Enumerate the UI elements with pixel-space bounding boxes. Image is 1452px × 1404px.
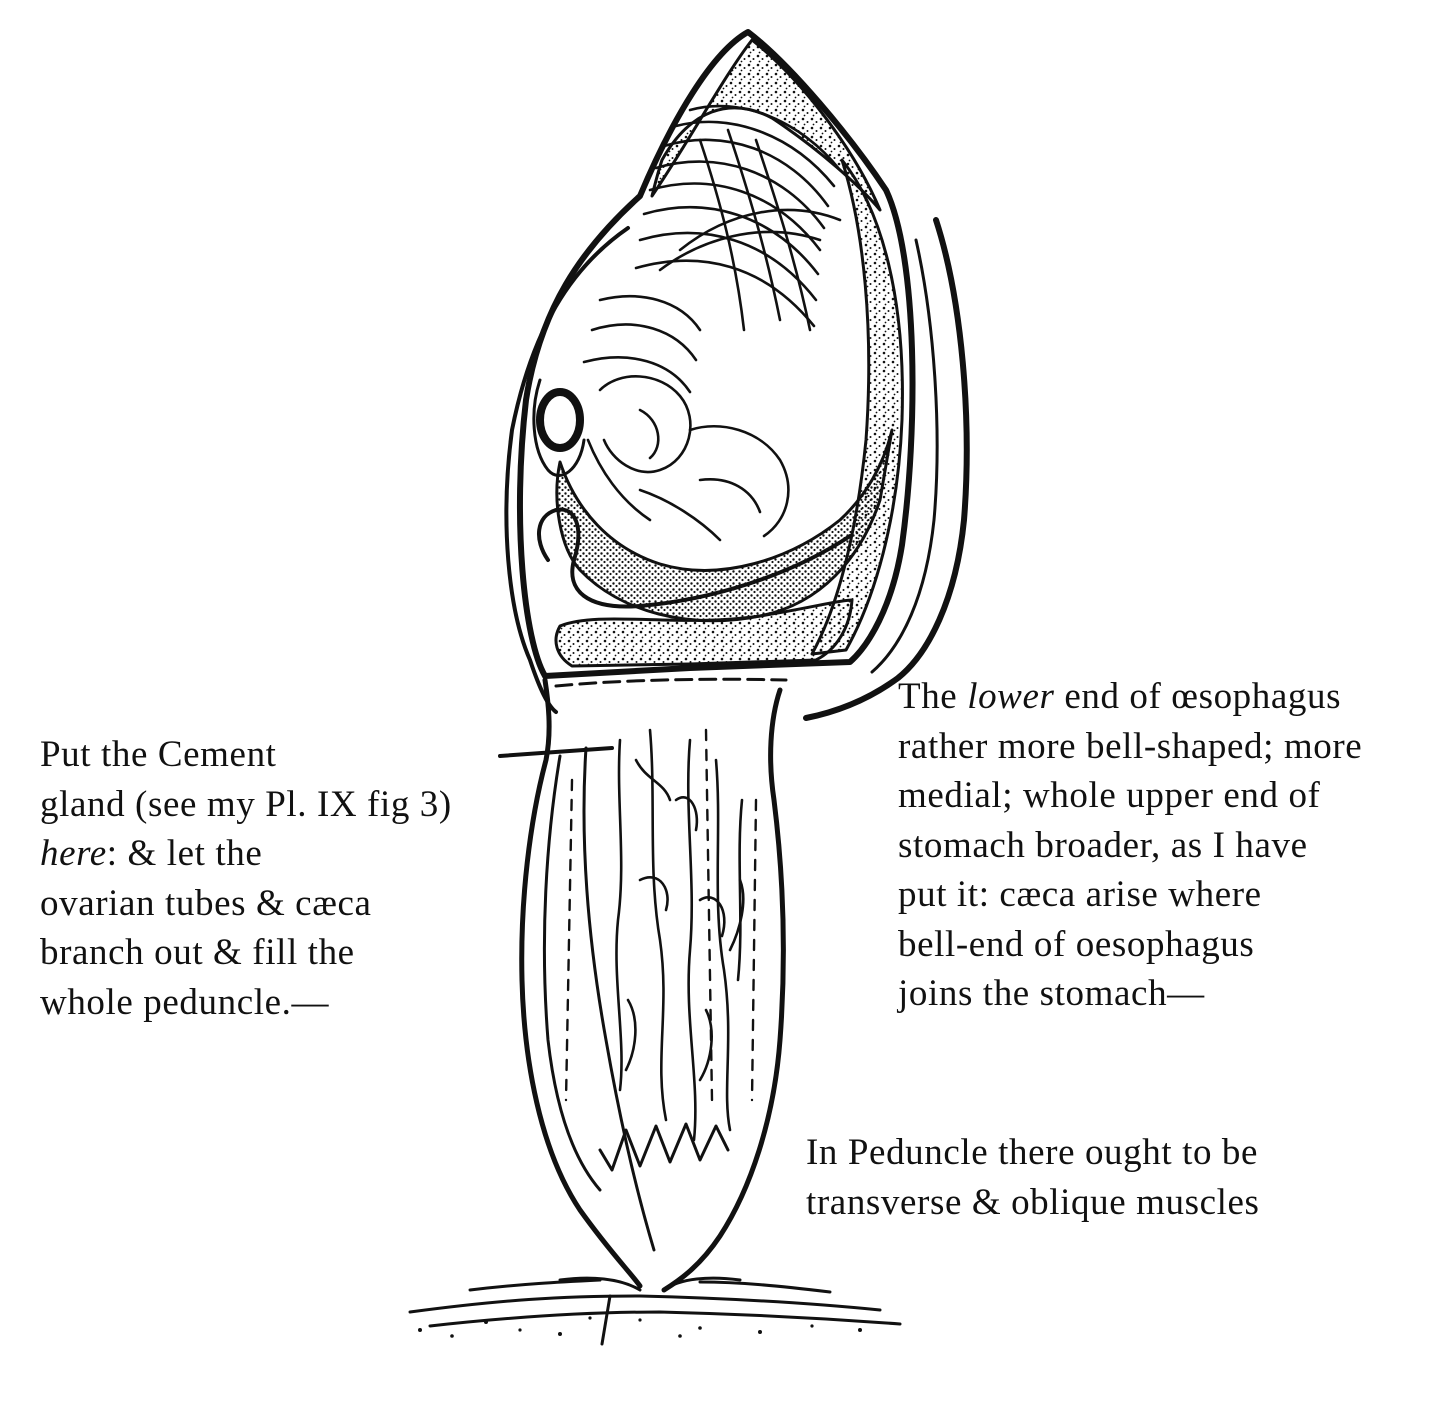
body-mass	[588, 376, 788, 540]
annotation-text: end of œsophagus	[1054, 676, 1342, 717]
annotation-cement-gland	[40, 730, 452, 1027]
annotation-line: Put the Cement	[40, 734, 277, 775]
annotation-peduncle-muscles	[806, 1128, 1260, 1227]
annotation-text: : & let the	[106, 833, 263, 874]
annotation-italic: lower	[967, 676, 1055, 717]
annotation-line: whole peduncle.—	[40, 981, 330, 1023]
peduncle-left-edge	[522, 680, 640, 1286]
annotation-line: ovarian tubes & cæca	[40, 882, 372, 924]
annotation-italic: here	[40, 833, 107, 874]
annotation-line	[898, 672, 1362, 722]
annotation-line: branch out & fill the	[40, 932, 355, 973]
ovarian-tubes	[616, 730, 743, 1140]
annotation-line: put it: cæca arise where	[898, 874, 1262, 915]
annotation-line: transverse & oblique muscles	[806, 1181, 1260, 1223]
annotation-line: joins the stomach—	[898, 973, 1205, 1014]
substrate	[410, 1278, 900, 1344]
annotation-oesophagus	[898, 672, 1362, 1019]
annotation-text: The	[898, 676, 968, 717]
annotation-line: rather more bell-shaped; more	[898, 725, 1363, 767]
caeca-zigzag	[600, 1124, 728, 1170]
pointer-line	[500, 748, 612, 756]
cirri	[584, 106, 840, 392]
annotation-line: bell-end of oesophagus	[898, 923, 1255, 965]
peduncle-right-edge	[664, 690, 783, 1290]
annotation-line: In Peduncle there ought to be	[806, 1132, 1259, 1173]
adductor-muscle	[540, 392, 580, 448]
annotation-line	[40, 829, 452, 879]
annotation-line: stomach broader, as I have	[898, 824, 1308, 866]
annotation-line: medial; whole upper end of	[898, 775, 1321, 816]
annotation-line: gland (see my Pl. IX fig 3)	[40, 783, 452, 825]
peduncle-top	[556, 679, 786, 686]
